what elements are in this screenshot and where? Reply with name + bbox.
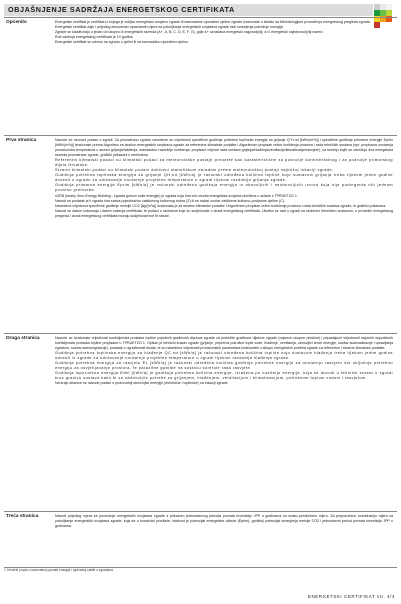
paragraph: Navode se izračunate vrijednosti koeficijenata prolaska topline pojedinih građevnih dijelova zgrade za pretežite građevne dijelove zgrade (najveće ukupne ploštine) i pripadajuće vrijednosti najvećih dopuštenih koeficijenata prolaska topline propisane u TPRUETZG 1. Opisan je tehnički sustav zgrade (grijanje, priprema potrošne tople vode, hlađenje, ventilacija, obnovljivi izvori energije, sustav automatizacije i upravljanja zgradom, sustav samoregulacije), podatak o ugrađenosti dizala, te su navedene vrijednosti proračunskih parametara izračunatih u sklopu energetskih potreba zgrade za referentne i stvarne klimatske podatke. <box>55 336 393 351</box>
paragraph: Godišnja isporučena energija Edel [kWh/a] je godišnja potrebna količina energije, izražena po nositelju energije, koja se dovodi u tehnički sustav u zgradi kroz granicu sustava kako bi se zadovoljile potrebe za grijanjem, hlađenjem, ventilacijom i klimatizacijom, potrošnom toplom vodom i rasvjetom. <box>55 371 393 381</box>
page-footer: ENERGETSKI CERTIFIKAT str. 4/4 <box>307 594 395 599</box>
page-title: OBJAŠNJENJE SADRŽAJA ENERGETSKOG CERTIFIKATA <box>8 5 235 14</box>
section-label: Prva stranica <box>6 138 37 143</box>
section-row-druga-stranica <box>4 334 397 512</box>
paragraph: Zgrade se klasificiraju u jedan od ukupno 8 energetskih razreda (A+, A, B, C, D, E, F, G), gdje A+ označava energetski najpovoljniji, a G energetski najnepovoljniji razred. <box>55 30 324 35</box>
section-content <box>55 514 393 529</box>
paragraph: Energetski certifikat je certifikat iz kojega je vidljivo energetsko svojstvo zgrade ili samostalne uporabne cjeline zgrade izračunato u skladu sa Metodologijom provođenja energetskog pregleda zgrade. <box>55 20 371 24</box>
paragraph: Godišnja potrebna toplinska energija za grijanje QH,nd [kWh/a] je računski određena količina topline koju sustavom grijanja treba tijekom jedne godine dovesti u zgradu za održavanje unutarnje projektne temperature u zgradi tijekom razdoblja grijanja zgrade. <box>55 173 393 183</box>
explanation-table <box>4 17 397 568</box>
section-label: Treća stranica <box>6 514 39 519</box>
section-label: Druga stranica <box>6 336 40 341</box>
section-content <box>55 20 393 45</box>
section-row-opcenito <box>4 18 397 136</box>
paragraph: Navodi se datum izdavanja i datum važenja certifikata, te podaci o osobama koje su sudjelovale u izradi energetskog certifikata. Ukoliko se radi o zgradi sa složenim tehničkim sustavom, u provedbi energetskog pregleda i izradi energetskog certifikata moraju sudjelovati sve tri struke. <box>55 208 393 218</box>
section-content <box>55 138 393 219</box>
paragraph: Energetski certifikat daje i prijedlog ekonomski opravdanih mjera za poboljšanje energetskih svojstava zgrade radi smanjenja potrošnje energije. <box>55 25 284 30</box>
section-label: Općenito <box>6 20 27 25</box>
header-bar <box>4 4 373 16</box>
paragraph: Na kraju stranice se navode podaci o proizvodnji obnovljive energije (električne i toplinske) na lokaciji zgrade. <box>55 381 229 386</box>
paragraph: Navedena vrijednost specifične godišnje emisije CO2 [kg/(m²a)] izračunata je za stvarne klimatske podatke i Algoritmom propisan režim korištenja prostora i rada tehničkih sustava zgrade, te grafički prikazana. <box>55 203 387 208</box>
paragraph: Godišnja potrebna energija za rasvjetu EL [kWh/a] je računski određena količina godišnje potrebne energije za unutarnju rasvjetu što uključuje potrebnu energiju za osvjetljavanje prostora, te parazitne gubitke na sustavu kontrole rada rasvjete. <box>55 361 393 371</box>
paragraph: Navodi se podatak je li zgrada ima status pojedinačno zaštićenog kulturnog dobra (Z) ili se nalazi unutar zaštićene kulturno-povijesne cjeline (C). <box>55 198 285 203</box>
section-content <box>55 336 393 386</box>
paragraph: Godišnja primarna energija Eprim [kWh/a] je računski određena godišnja energija iz obnovljivih i neobnovljivih izvora koja nije podvrgnuta niti jednom procesu pretvorbe. <box>55 183 393 193</box>
paragraph: Godišnja potrebna toplinska energija za hlađenje QC,nd [kWh/a] je računski određena količina topline koju sustavom hlađenja treba tijekom jedne godine odvesti iz zgrade za održavanje unutarnje projektne temperature u zgradi tijekom razdoblja hlađenja zgrade. <box>55 351 393 361</box>
paragraph: Navode se osnovni podaci o zgradi. Za promatranu zgradu navedene su vrijednosti specifične godišnje potrebne toplinske energije za grijanje Q''H,nd [kWh/(m²a)] i specifične godišnje primarne energije Eprim [kWh/(m²a)] izračunate prema Algoritmu za izračun energetskih svojstava zgrade za referentne klimatske podatke i Algoritmom propisan režim korištenja prostora i rada tehničkih sustava (npr. propisana unutarnja proračunska temperatura u sezoni grijanja/hlađenja, standardno razdoblje korištenja, propisani vrijeme rada sustava grijanja/hlađenja/ventilacije/klimatizacije/rasvjete), na temelju kojih se određuju dva energetska razreda promatrane zgrade, grafički prikazani u strelicama. <box>55 138 393 158</box>
paragraph: Energetski certifikat se odnosi na zgradu u cjelini ili na samostalnu uporabnu cjelinu. <box>55 40 189 45</box>
paragraph: Stvarni klimatski podaci su klimatski podaci dobiveni statističkom obradom preme meteorološkoj postaji najbližoj lokaciji zgrade. <box>55 168 334 173</box>
footnote: 1 Tehnički propis o racionalnoj uporabi energije i toplinskoj zaštiti u zgradama <box>4 568 113 572</box>
paragraph: Rok važenja energetskog certifikata je 10 godina. <box>55 35 134 40</box>
paragraph: nZEB (nearly Zero-Energy Building - zgrada gotovo nulte energije) je zgrada koja ima vrlo visoka energetska svojstva utvrđena u skladu s TPRUETZG 1. <box>55 193 298 198</box>
section-row-prva-stranica <box>4 136 397 334</box>
section-row-treca-stranica <box>4 512 397 568</box>
paragraph: Referentni klimatski podaci su klimatski podaci za meteorološke postaje preuzete kao karakteristične za područje kontinentalnog i za područje primorskog dijela Hrvatske. <box>55 158 393 168</box>
paragraph: Navodi prijedlog mjera za povećanje energetskih svojstava zgrade s prikazom jednostavnog perioda povrata investicije JPP u godinama za svaku predloženu mjeru. Za preporučenu kombinaciju mjera za poboljšanje energetskih svojstava zgrade, koja se u konačnici predlaže, istaknut je potencijal energetske uštede (Eprim), godišnji potencijal smanjenja emisije CO2 i jednostavni period povrata investicije JPP u godinama. <box>55 514 393 529</box>
